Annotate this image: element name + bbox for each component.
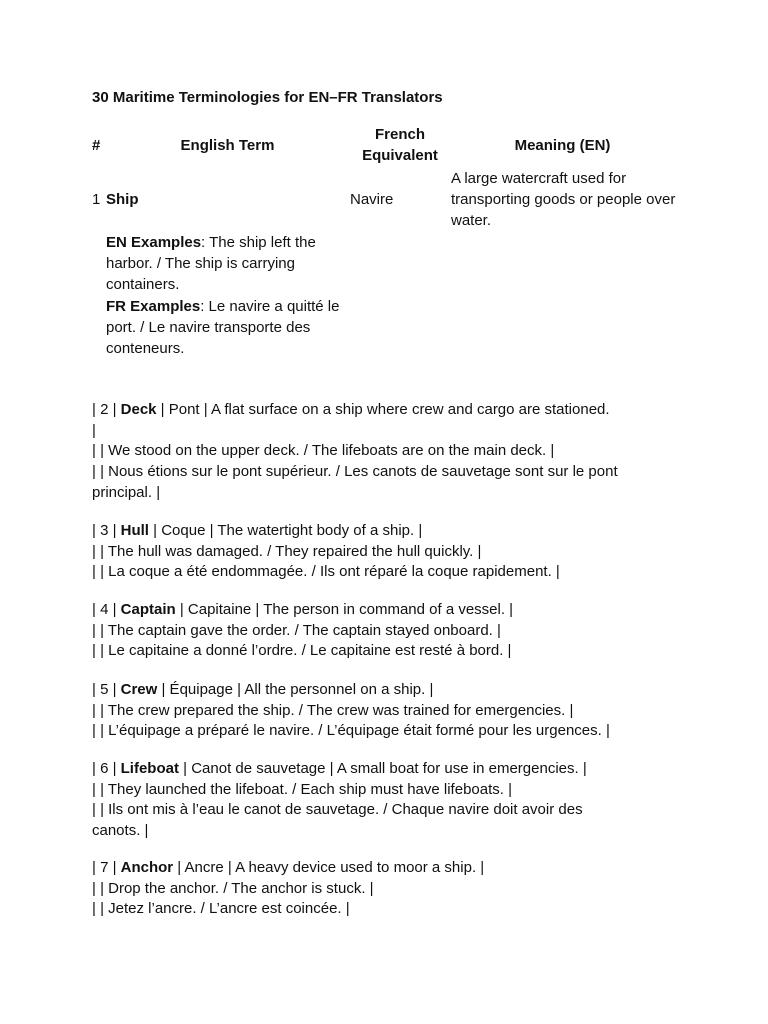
entry-paragraph [92,680,692,742]
document-title: 30 Maritime Terminologies for EN–FR Translators [92,89,443,106]
entry-line: | | L’équipage a préparé le navire. / L’équipage était formé pour les urgences. | [92,722,610,740]
entry-head-line: | 6 | Lifeboat | Canot de sauvetage | A small boat for use in emergencies. | [92,760,587,777]
entry-1-fr-examples [106,296,346,359]
entry-line: principal. | [92,483,161,501]
entry-line: | | We stood on the upper deck. / The lifeboats are on the main deck. | [92,442,555,460]
entry-line: | | Le capitaine a donné l’ordre. / Le capitaine est resté à bord. | [92,642,512,660]
en-examples-label: EN Examples [106,234,202,251]
entry-head-line: | 3 | Hull | Coque | The watertight body of a ship. | [92,522,423,539]
entry-1-meaning: A large watercraft used for transporting goods or people over water. [451,170,676,229]
entry-line: | | The crew prepared the ship. / The crew was trained for emergencies. | [92,701,574,719]
en-examples-text: : The ship left the harbor. / The ship is carrying containers. [106,234,316,293]
entry-line: | [92,421,96,439]
entry-1-en-examples [106,232,338,295]
entry-line: | | The hull was damaged. / They repaired the hull quickly. | [92,542,482,560]
entry-head-line: | 4 | Captain | Capitaine | The person in command of a vessel. | [92,601,514,618]
entry-line: | | Drop the anchor. / The anchor is stuck. | [92,879,374,897]
entry-term: Hull [120,522,149,539]
entry-paragraph [92,759,692,842]
entry-paragraph [92,521,692,583]
entry-line: | | Jetez l’ancre. / L’ancre est coincée. | [92,900,350,918]
entry-1-french: Navire [350,191,394,208]
entry-line: | | They launched the lifeboat. / Each ship must have lifeboats. | [92,780,512,798]
entry-term: Anchor [120,859,174,876]
entry-1-term: Ship [106,191,139,208]
fr-examples-label: FR Examples [106,298,201,315]
entry-term: Lifeboat [120,760,179,777]
entry-paragraph [92,400,692,504]
fr-examples-text: : Le navire a quitté le port. / Le navire transporte des conteneurs. [106,298,340,357]
entry-line: canots. | [92,822,149,840]
entry-paragraph [92,600,692,662]
entry-line: | | La coque a été endommagée. / Ils ont réparé la coque rapidement. | [92,563,560,581]
entry-paragraph [92,858,692,920]
header-number: # [92,137,101,154]
entry-line: | | Ils ont mis à l’eau le canot de sauvetage. / Chaque navire doit avoir des [92,801,583,819]
entry-term: Captain [120,601,176,618]
entry-head-line: | 5 | Crew | Équipage | All the personnel on a ship. | [92,681,434,698]
entry-head-line: | 2 | Deck | Pont | A flat surface on a ship where crew and cargo are stationed. [92,401,610,418]
entry-term: Deck [120,401,157,418]
entry-1-number: 1 [92,191,101,208]
header-english-term: English Term [180,137,275,154]
header-meaning: Meaning (EN) [514,137,611,154]
header-french-equivalent: French Equivalent [362,126,438,164]
entry-line: | | The captain gave the order. / The captain stayed onboard. | [92,621,501,639]
entry-head-line: | 7 | Anchor | Ancre | A heavy device used to moor a ship. | [92,859,485,876]
entry-term: Crew [120,681,158,698]
entry-line: | | Nous étions sur le pont supérieur. / Les canots de sauvetage sont sur le pont [92,463,618,481]
